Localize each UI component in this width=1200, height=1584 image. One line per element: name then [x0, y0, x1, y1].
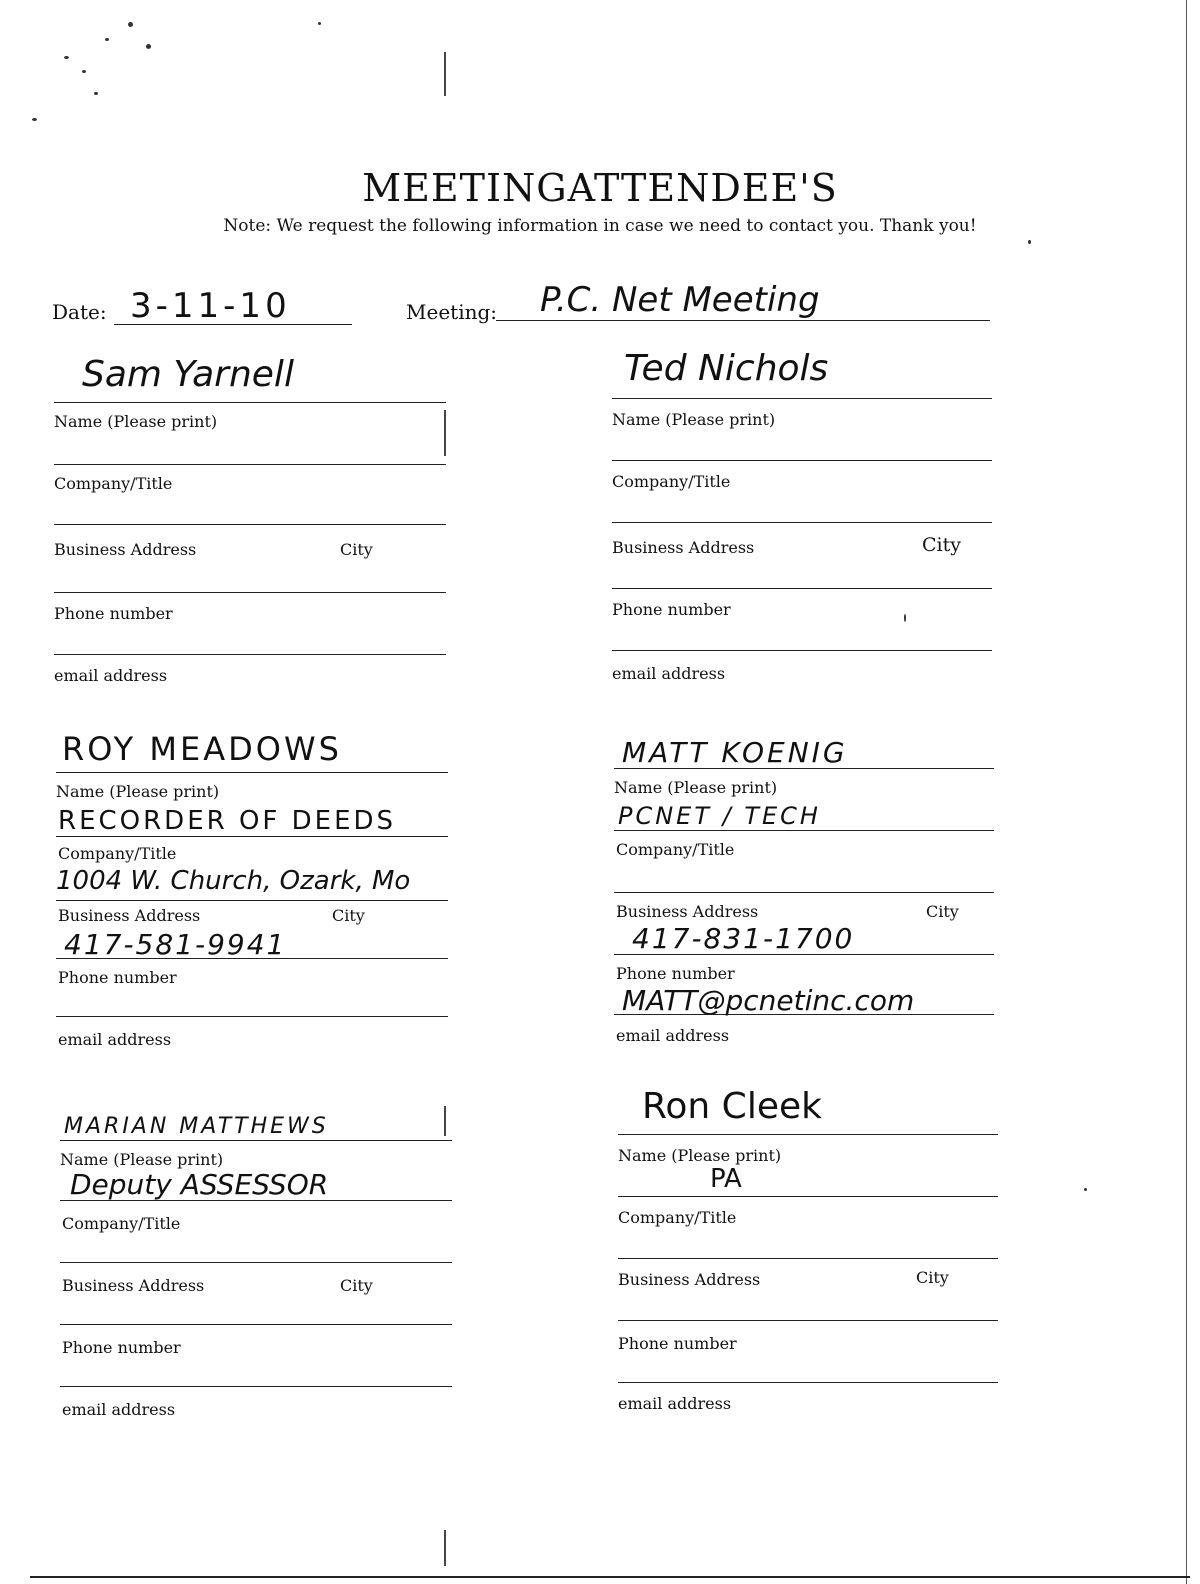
fold-mark [444, 52, 446, 96]
phone-label: Phone number [58, 968, 177, 987]
name-label: Name (Please print) [60, 1150, 224, 1169]
attendee-card [60, 1090, 460, 1450]
city-label: City [926, 902, 959, 921]
company-line [612, 460, 992, 461]
email-line [54, 654, 446, 655]
email-line [618, 1382, 998, 1383]
page-title: MEETINGATTENDEE'S [362, 166, 838, 210]
phone-line [618, 1320, 998, 1321]
attendee-card [614, 722, 1014, 1082]
meeting-value: P.C. Net Meeting [540, 280, 820, 320]
scan-speck [82, 70, 86, 73]
name-label: Name (Please print) [56, 782, 220, 801]
date-label: Date: [52, 300, 107, 324]
email-label: email address [612, 664, 726, 683]
address-line [618, 1258, 998, 1259]
attendee-name: MARIAN MATTHEWS [64, 1114, 329, 1139]
email-label: email address [618, 1394, 732, 1413]
name-label: Name (Please print) [54, 412, 218, 431]
scan-speck [1028, 240, 1031, 244]
name-line [612, 398, 992, 399]
email-label: email address [58, 1030, 172, 1049]
company-line [614, 830, 994, 831]
scan-speck [64, 56, 69, 59]
name-line [618, 1134, 998, 1135]
meeting-underline [496, 320, 990, 321]
company-line [54, 464, 446, 465]
city-label: City [340, 540, 373, 559]
phone-line [56, 958, 448, 959]
scan-speck [94, 92, 98, 95]
address-line [612, 522, 992, 523]
company-label: Company/Title [58, 844, 177, 863]
attendee-card [54, 350, 454, 710]
page-bottom-edge [30, 1576, 1190, 1578]
name-line [60, 1140, 452, 1141]
attendee-name: Ted Nichols [624, 348, 829, 389]
company-line [60, 1200, 452, 1201]
phone-line [614, 954, 994, 955]
attendee-phone: 417-581-9941 [64, 928, 287, 961]
phone-label: Phone number [616, 964, 735, 983]
attendee-name: Ron Cleek [642, 1086, 822, 1127]
date-value: 3-11-10 [130, 286, 291, 326]
address-line [614, 892, 994, 893]
name-label: Name (Please print) [618, 1146, 782, 1165]
scan-speck [32, 118, 37, 121]
city-label: City [340, 1276, 373, 1295]
date-underline [114, 324, 352, 325]
address-label: Business Address [54, 540, 197, 559]
email-line [614, 1014, 994, 1015]
address-label: Business Address [58, 906, 201, 925]
name-label: Name (Please print) [612, 410, 776, 429]
phone-label: Phone number [618, 1334, 737, 1353]
attendee-card [56, 720, 456, 1080]
attendee-name: Sam Yarnell [82, 354, 294, 395]
address-label: Business Address [618, 1270, 761, 1289]
company-label: Company/Title [62, 1214, 181, 1233]
meeting-label: Meeting: [406, 300, 498, 324]
company-line [56, 836, 448, 837]
page-note: Note: We request the following information in case we need to contact you. Thank you! [223, 216, 977, 236]
company-label: Company/Title [618, 1208, 737, 1227]
company-line [618, 1196, 998, 1197]
company-label: Company/Title [612, 472, 731, 491]
address-line [60, 1262, 452, 1263]
page-edge [1186, 0, 1187, 1584]
city-label: City [922, 534, 961, 556]
email-label: email address [54, 666, 168, 685]
company-label: Company/Title [54, 474, 173, 493]
company-label: Company/Title [616, 840, 735, 859]
fold-mark [444, 1530, 446, 1566]
attendee-company: PA [710, 1164, 742, 1194]
address-line [54, 524, 446, 525]
city-label: City [332, 906, 365, 925]
attendee-name: MATT KOENIG [622, 736, 848, 769]
name-label: Name (Please print) [614, 778, 778, 797]
attendee-email: MATT@pcnetinc.com [622, 984, 915, 1017]
city-label: City [916, 1268, 949, 1287]
scan-speck [105, 38, 109, 41]
email-label: email address [62, 1400, 176, 1419]
attendee-company: RECORDER OF DEEDS [58, 806, 397, 836]
attendee-card [612, 348, 1012, 708]
phone-label: Phone number [62, 1338, 181, 1357]
email-line [56, 1016, 448, 1017]
scan-speck [146, 44, 151, 49]
attendee-company: PCNET / TECH [618, 802, 821, 830]
scan-speck [1084, 1188, 1087, 1191]
scan-speck [318, 22, 321, 25]
name-line [614, 768, 994, 769]
name-line [56, 772, 448, 773]
attendee-phone: 417-831-1700 [632, 922, 855, 955]
email-line [612, 650, 992, 651]
address-label: Business Address [62, 1276, 205, 1295]
scan-speck [128, 22, 133, 27]
phone-label: Phone number [612, 600, 731, 619]
phone-line [60, 1324, 452, 1325]
attendee-address: 1004 W. Church, Ozark, Mo [56, 866, 411, 896]
phone-line [54, 592, 446, 593]
name-line [54, 402, 446, 403]
attendee-name: ROY MEADOWS [62, 730, 342, 768]
phone-line [612, 588, 992, 589]
address-label: Business Address [612, 538, 755, 557]
attendee-card [618, 1086, 1018, 1446]
address-label: Business Address [616, 902, 759, 921]
email-label: email address [616, 1026, 730, 1045]
phone-label: Phone number [54, 604, 173, 623]
attendee-company: Deputy ASSESSOR [70, 1168, 329, 1201]
email-line [60, 1386, 452, 1387]
address-line [56, 900, 448, 901]
